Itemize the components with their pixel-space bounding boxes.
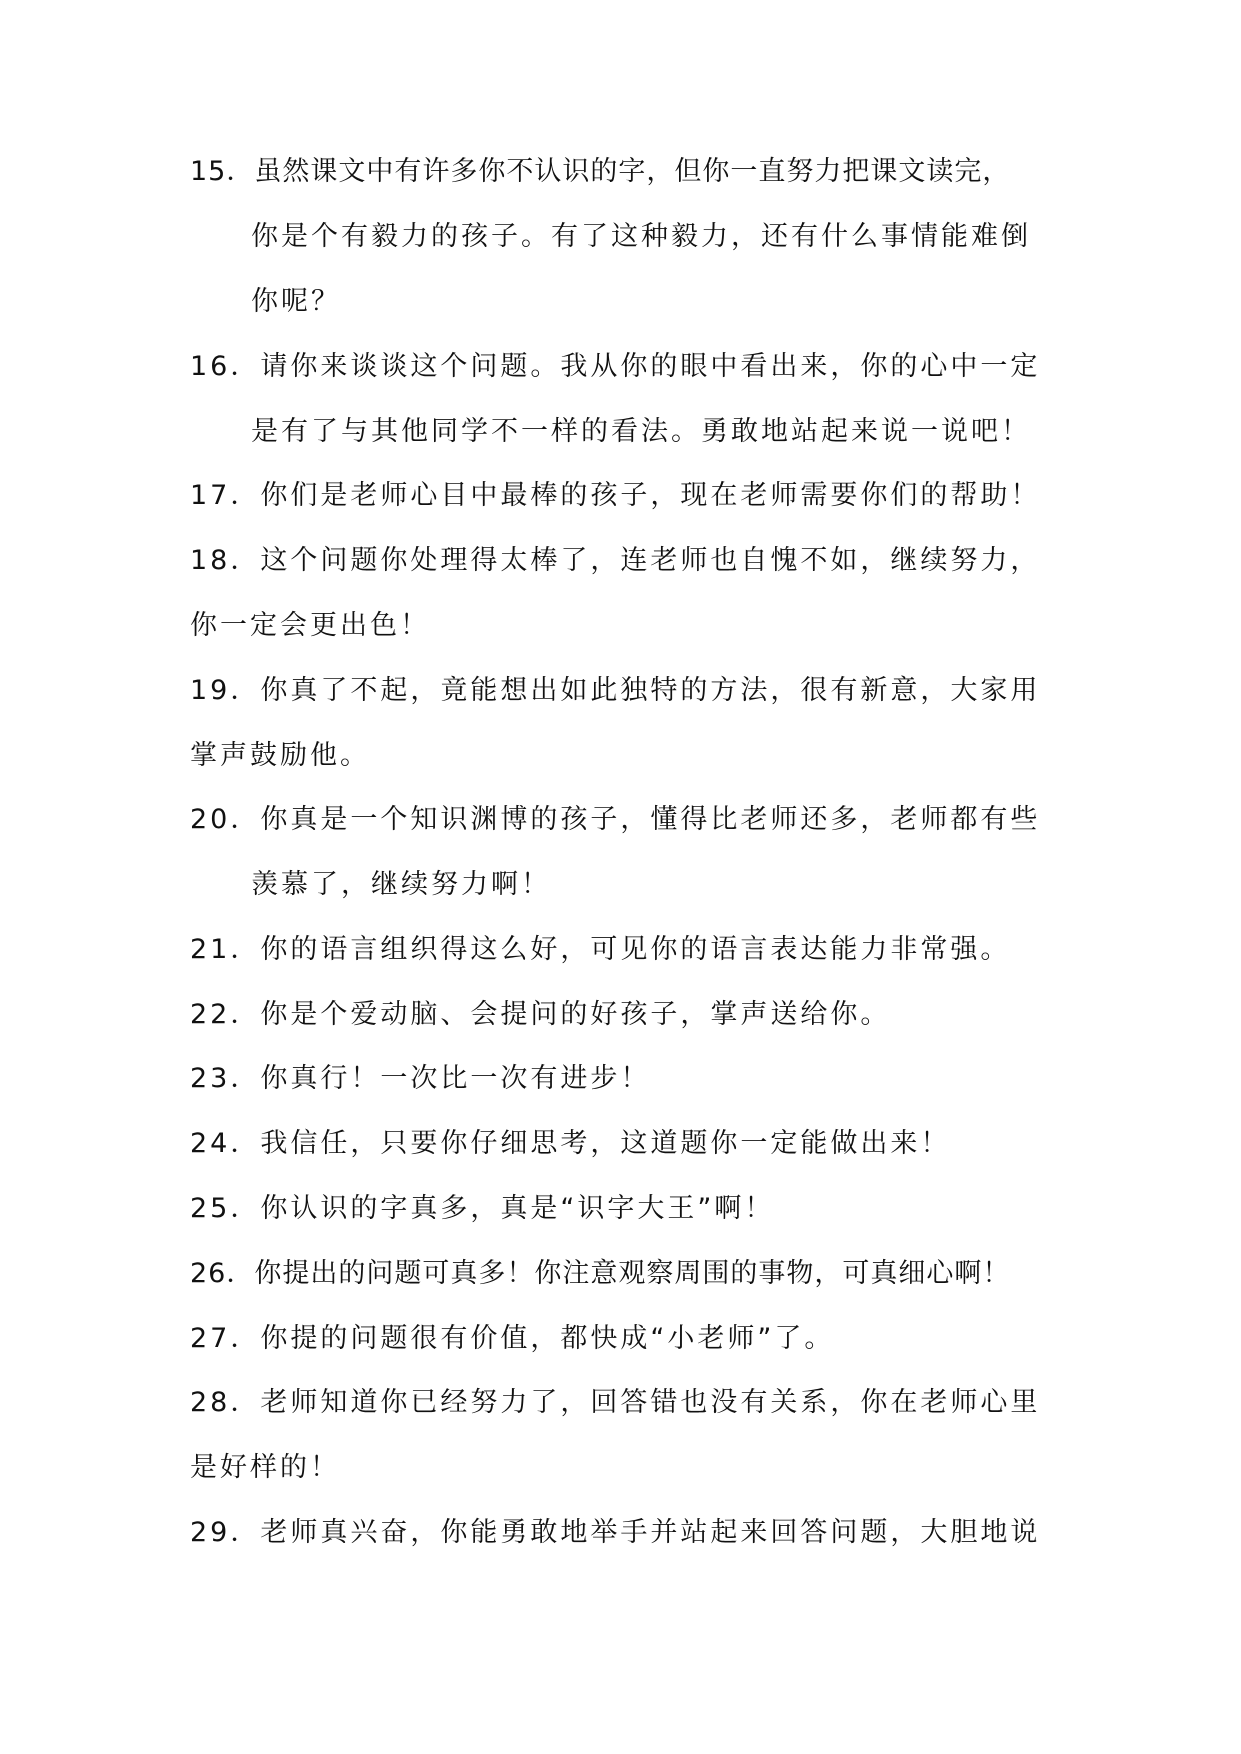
text-line-20-a: 20．你真是一个知识渊博的孩子，懂得比老师还多，老师都有些 (190, 804, 1041, 835)
text-line-27: 27．你提的问题很有价值，都快成“小老师”了。 (190, 1323, 835, 1354)
text-line-19-a: 19．你真了不起，竟能想出如此独特的方法，很有新意，大家用 (190, 675, 1041, 706)
text-line-28-b: 是好样的！ (190, 1452, 340, 1483)
text-line-25: 25．你认识的字真多，真是“识字大王”啊！ (190, 1193, 775, 1224)
text-line-17: 17．你们是老师心目中最棒的孩子，现在老师需要你们的帮助！ (190, 480, 1041, 511)
text-line-15-b: 你是个有毅力的孩子。有了这种毅力，还有什么事情能难倒 (251, 221, 1031, 252)
text-line-22: 22．你是个爱动脑、会提问的好孩子，掌声送给你。 (190, 999, 891, 1030)
text-line-28-a: 28．老师知道你已经努力了，回答错也没有关系，你在老师心里 (190, 1387, 1041, 1418)
text-line-26: 26．你提出的问题可真多！你注意观察周围的事物，可真细心啊！ (190, 1258, 1011, 1289)
text-line-20-b: 羡慕了，继续努力啊！ (251, 869, 551, 900)
text-line-18-a: 18．这个问题你处理得太棒了，连老师也自愧不如，继续努力， (190, 545, 1041, 576)
text-line-15-a: 15．虽然课文中有许多你不认识的字，但你一直努力把课文读完， (190, 156, 1011, 187)
text-line-24: 24．我信任，只要你仔细思考，这道题你一定能做出来！ (190, 1128, 951, 1159)
text-line-19-b: 掌声鼓励他。 (190, 740, 370, 771)
text-line-18-b: 你一定会更出色！ (190, 610, 430, 641)
text-line-16-a: 16．请你来谈谈这个问题。我从你的眼中看出来，你的心中一定 (190, 351, 1041, 382)
text-line-16-b: 是有了与其他同学不一样的看法。勇敢地站起来说一说吧！ (251, 416, 1031, 447)
text-line-29: 29．老师真兴奋，你能勇敢地举手并站起来回答问题，大胆地说 (190, 1517, 1041, 1548)
text-line-21: 21．你的语言组织得这么好，可见你的语言表达能力非常强。 (190, 934, 1011, 965)
text-line-23: 23．你真行！一次比一次有进步！ (190, 1063, 651, 1094)
text-line-15-c: 你呢？ (251, 286, 341, 317)
